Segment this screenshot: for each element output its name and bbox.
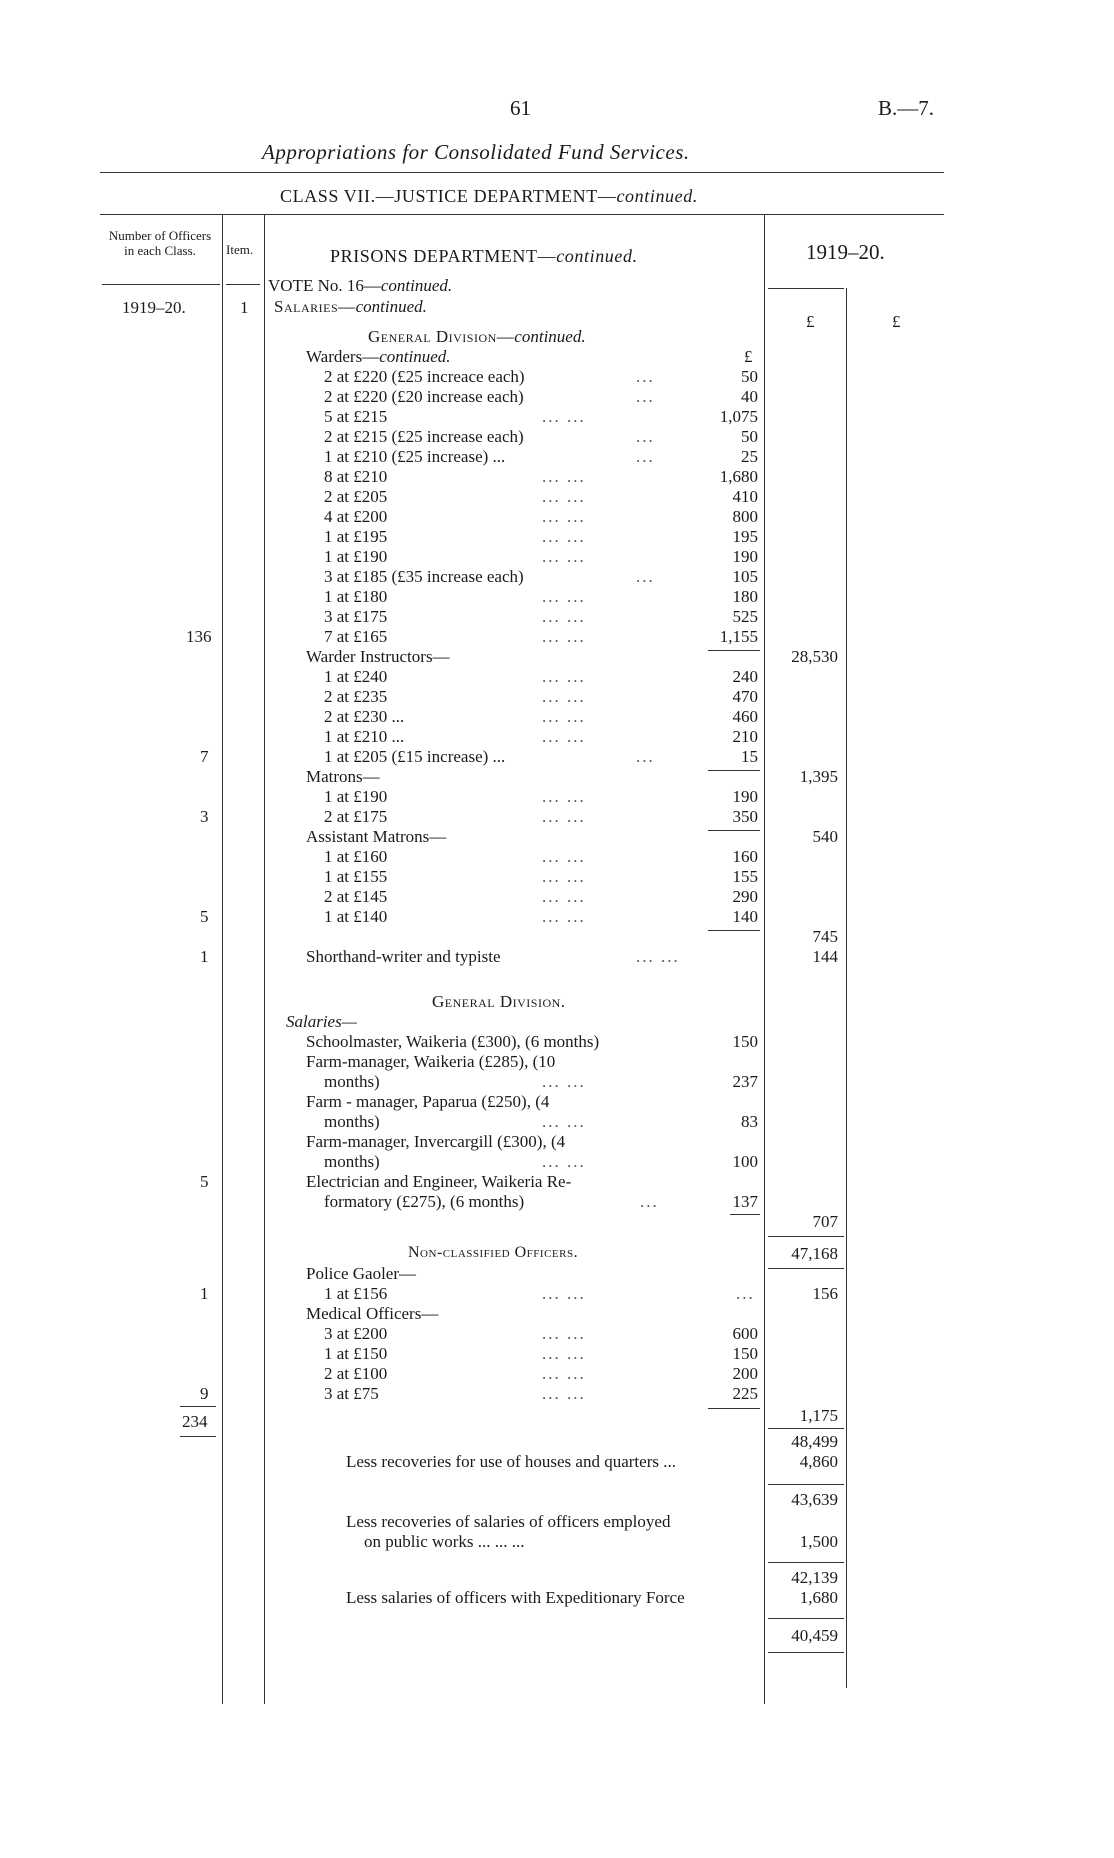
col-rule-subtotal <box>764 214 765 1704</box>
list-item-desc: 1 at £160 <box>324 847 388 866</box>
list-item-amount: 180 <box>732 587 758 606</box>
list-item-desc: 2 at £220 (£25 increace each) <box>324 367 525 386</box>
year-header-rule <box>768 288 844 289</box>
general-division-cont-heading-text: General Division— <box>368 327 515 346</box>
table-top-rule <box>100 214 944 215</box>
list-item-continuation <box>324 1152 758 1172</box>
list-item <box>324 527 758 547</box>
list-item <box>306 1132 758 1152</box>
list-item <box>324 667 758 687</box>
less-houses-amount: 4,860 <box>799 1452 838 1471</box>
list-item-leader: ... ... <box>542 1072 586 1091</box>
net-rule-bottom <box>768 1652 844 1653</box>
list-item <box>324 1344 758 1364</box>
matrons-rule <box>708 830 760 831</box>
less-houses-label: Less recoveries for use of houses and quarters ... <box>346 1452 676 1471</box>
list-item <box>324 867 758 887</box>
assistant-matrons-total: 745 <box>812 927 838 946</box>
list-item-continuation <box>324 1192 758 1212</box>
list-item-desc: 4 at £200 <box>324 507 388 526</box>
gross-rule <box>768 1428 844 1429</box>
list-item-desc: Farm - manager, Paparua (£250), (4 <box>306 1092 550 1111</box>
salaries-heading <box>274 297 427 317</box>
vote-heading <box>268 276 452 296</box>
list-item-amount: 25 <box>741 447 758 466</box>
list-item-desc: Farm-manager, Invercargill (£300), (4 <box>306 1132 566 1151</box>
list-item-amount: 150 <box>732 1344 758 1363</box>
matrons-total: 540 <box>812 827 838 846</box>
list-item-desc: 1 at £205 (£15 increase) ... <box>324 747 506 766</box>
list-item-leader: ... ... <box>542 627 586 646</box>
list-item-leader: ... ... <box>542 407 586 426</box>
officers-total-rule-top <box>180 1406 216 1407</box>
list-item <box>324 367 758 387</box>
list-item-desc: 1 at £190 <box>324 787 388 806</box>
list-item-leader: ... ... <box>542 727 586 746</box>
list-item <box>324 387 758 407</box>
list-item-leader: ... ... <box>542 1364 586 1383</box>
list-item-desc: 2 at £100 <box>324 1364 388 1383</box>
list-item <box>324 1324 758 1344</box>
officers-column-header: Number of Officers in each Class. <box>108 228 212 258</box>
police-gaoler-desc: 1 at £156 <box>324 1284 388 1303</box>
list-item-desc: 2 at £205 <box>324 487 388 506</box>
list-item-desc: 3 at £75 <box>324 1384 379 1403</box>
list-item-amount: 800 <box>732 507 758 526</box>
list-item-leader: ... ... <box>542 1112 586 1131</box>
running-total-rule-bottom <box>768 1268 844 1269</box>
sub1-rule <box>768 1484 844 1485</box>
medical-officers-label: Medical Officers— <box>306 1304 439 1323</box>
department-header-text: PRISONS DEPARTMENT— <box>330 246 557 266</box>
salaries-heading-text: Salaries— <box>274 297 356 316</box>
list-item-amount: 200 <box>732 1364 758 1383</box>
gross-total: 48,499 <box>791 1432 838 1451</box>
list-item-amount: 1,075 <box>719 407 758 426</box>
list-item-leader: ... ... <box>542 667 586 686</box>
list-item-leader: ... ... <box>542 527 586 546</box>
shorthand-label: Shorthand-writer and typiste <box>306 947 501 966</box>
list-item-leader: ... ... <box>542 467 586 486</box>
general-division-rule <box>730 1214 760 1215</box>
list-item-desc: 2 at £145 <box>324 887 388 906</box>
list-item-amount: 240 <box>732 667 758 686</box>
list-item-amount: 225 <box>732 1384 758 1403</box>
list-item <box>324 467 758 487</box>
list-item-leader: ... <box>640 1192 659 1211</box>
matrons-label: Matrons— <box>306 767 380 786</box>
list-item <box>324 807 758 827</box>
item-header-rule <box>226 284 260 285</box>
general-division-count: 5 <box>200 1172 209 1191</box>
shorthand-leader: ... ... <box>636 947 680 966</box>
list-item-desc: 8 at £210 <box>324 467 388 486</box>
police-gaoler-row <box>324 1284 758 1304</box>
officers-year: 1919–20. <box>122 298 186 317</box>
list-item-amount: 600 <box>732 1324 758 1343</box>
list-item-amount: 100 <box>732 1152 758 1171</box>
list-item-amount: 410 <box>732 487 758 506</box>
list-item <box>324 407 758 427</box>
general-division-heading: General Division. <box>432 992 566 1011</box>
police-gaoler-amount: 156 <box>812 1284 838 1303</box>
list-item-leader: ... ... <box>542 907 586 926</box>
list-item-desc: 1 at £240 <box>324 667 388 686</box>
instructors-rule <box>708 770 760 771</box>
list-item <box>306 1172 758 1192</box>
list-item <box>324 747 758 767</box>
list-item-desc: 1 at £210 (£25 increase) ... <box>324 447 506 466</box>
running-total: 47,168 <box>791 1244 838 1263</box>
list-item-desc: formatory (£275), (6 months) <box>324 1192 525 1211</box>
general-division-total: 707 <box>812 1212 838 1231</box>
list-item <box>324 607 758 627</box>
vote-heading-text: VOTE No. 16— <box>268 276 381 295</box>
instructors-label: Warder Instructors— <box>306 647 450 666</box>
col-rule-item <box>264 214 265 1704</box>
warders-count: 136 <box>186 627 212 646</box>
list-item-amount: 40 <box>741 387 758 406</box>
list-item-desc: months) <box>324 1112 380 1131</box>
list-item-leader: ... ... <box>542 867 586 886</box>
list-item <box>306 1052 758 1072</box>
list-item-desc: months) <box>324 1152 380 1171</box>
non-classified-heading: Non-classified Officers. <box>408 1244 579 1261</box>
list-item-leader: ... <box>636 747 655 766</box>
list-item-leader: ... ... <box>542 847 586 866</box>
class-heading-text: CLASS VII.—JUSTICE DEPARTMENT— <box>280 186 617 206</box>
list-item-desc: 2 at £230 ... <box>324 707 405 726</box>
list-item-desc: 2 at £235 <box>324 687 388 706</box>
list-item-desc: 1 at £180 <box>324 587 388 606</box>
list-item <box>306 1092 758 1112</box>
item-column-header: Item. <box>226 242 254 257</box>
assistant-matrons-rule <box>708 930 760 931</box>
list-item <box>306 1032 758 1052</box>
year-header: 1919–20. <box>806 240 885 264</box>
class-heading-cont: continued. <box>616 186 698 206</box>
list-item <box>324 707 758 727</box>
assistant-matrons-count: 5 <box>200 907 209 926</box>
instructors-total: 1,395 <box>799 767 838 786</box>
less-works-label-line1: Less recoveries of salaries of officers employed <box>346 1512 671 1531</box>
medical-officers-count: 9 <box>200 1384 209 1403</box>
officers-total-rule-bottom <box>180 1436 216 1437</box>
pound-symbol-total: £ <box>892 312 901 331</box>
list-item-leader: ... ... <box>542 807 586 826</box>
list-item-amount: 290 <box>732 887 758 906</box>
list-item <box>324 907 758 927</box>
list-item-amount: 50 <box>741 367 758 386</box>
pound-symbol-subtotal: £ <box>806 312 815 331</box>
list-item-desc: 2 at £215 (£25 increase each) <box>324 427 524 446</box>
list-item-amount: 350 <box>732 807 758 826</box>
less-works-amount: 1,500 <box>799 1532 838 1551</box>
list-item-desc: Schoolmaster, Waikeria (£300), (6 months) <box>306 1032 600 1051</box>
item-number: 1 <box>240 298 249 317</box>
shorthand-amount: 144 <box>812 947 838 966</box>
list-item-desc: 3 at £185 (£35 increase each) <box>324 567 524 586</box>
list-item-desc: 1 at £140 <box>324 907 388 926</box>
list-item-amount: 210 <box>732 727 758 746</box>
list-item-amount: 237 <box>732 1072 758 1091</box>
police-gaoler-label: Police Gaoler— <box>306 1264 416 1283</box>
list-item-desc: 1 at £155 <box>324 867 388 886</box>
list-item-amount: 525 <box>732 607 758 626</box>
list-item <box>324 687 758 707</box>
list-item <box>324 447 758 467</box>
list-item <box>324 587 758 607</box>
list-item-leader: ... <box>636 567 655 586</box>
list-item-desc: 7 at £165 <box>324 627 388 646</box>
list-item-amount: 155 <box>732 867 758 886</box>
warders-total: 28,530 <box>791 647 838 666</box>
list-item-leader: ... ... <box>542 1344 586 1363</box>
list-item <box>324 887 758 907</box>
list-item-leader: ... ... <box>542 607 586 626</box>
general-division-cont-heading <box>368 327 586 347</box>
less-force-amount: 1,680 <box>799 1588 838 1607</box>
list-item-desc: months) <box>324 1072 380 1091</box>
list-item-desc: 3 at £200 <box>324 1324 388 1343</box>
medical-officers-rule <box>708 1408 760 1409</box>
matrons-count: 3 <box>200 807 209 826</box>
list-item-amount: 15 <box>741 747 758 766</box>
list-item-leader: ... ... <box>542 687 586 706</box>
officers-header-rule <box>102 284 220 285</box>
list-item <box>324 787 758 807</box>
class-heading <box>280 186 698 207</box>
list-item-amount: 1,680 <box>719 467 758 486</box>
list-item-desc: 1 at £195 <box>324 527 388 546</box>
less-force-label: Less salaries of officers with Expeditionary Force <box>346 1588 685 1607</box>
list-item-leader: ... ... <box>542 587 586 606</box>
list-item-amount: 195 <box>732 527 758 546</box>
list-item-desc: Farm-manager, Waikeria (£285), (10 <box>306 1052 556 1071</box>
list-item-leader: ... ... <box>542 547 586 566</box>
list-item-desc: 2 at £220 (£20 increase each) <box>324 387 524 406</box>
shorthand-row <box>306 947 758 967</box>
list-item-amount: 150 <box>732 1032 758 1051</box>
list-item-leader: ... <box>636 447 655 466</box>
department-header <box>330 246 638 267</box>
police-gaoler-leader: ... ... <box>542 1284 586 1303</box>
list-item-leader: ... ... <box>542 487 586 506</box>
list-item-amount: 470 <box>732 687 758 706</box>
list-item <box>324 627 758 647</box>
col-rule-total <box>846 288 847 1688</box>
title-rule <box>100 172 944 173</box>
department-header-cont: continued. <box>556 246 638 266</box>
list-item-amount: 190 <box>732 547 758 566</box>
list-item-leader: ... ... <box>542 507 586 526</box>
col-rule-officers <box>222 214 223 1704</box>
police-gaoler-leader-end: ... <box>736 1284 755 1303</box>
page-title: Appropriations for Consolidated Fund Services. <box>262 140 690 164</box>
warders-label-text: Warders— <box>306 347 380 366</box>
list-item-desc: 5 at £215 <box>324 407 388 426</box>
list-item-desc: 1 at £150 <box>324 1344 388 1363</box>
medical-officers-total: 1,175 <box>799 1406 838 1425</box>
list-item-desc: 1 at £190 <box>324 547 388 566</box>
list-item-leader: ... ... <box>542 1152 586 1171</box>
list-item-continuation <box>324 1072 758 1092</box>
general-division-salaries: Salaries— <box>286 1012 357 1031</box>
running-total-rule-top <box>768 1236 844 1237</box>
list-item-leader: ... ... <box>542 1324 586 1343</box>
list-item-leader: ... <box>636 387 655 406</box>
list-item <box>324 727 758 747</box>
list-item-leader: ... ... <box>542 887 586 906</box>
warders-label-cont: continued. <box>379 347 451 366</box>
list-item-amount: 190 <box>732 787 758 806</box>
list-item-desc: 3 at £175 <box>324 607 388 626</box>
list-item-amount: 140 <box>732 907 758 926</box>
officers-total: 234 <box>182 1412 208 1431</box>
net-total: 40,459 <box>791 1626 838 1645</box>
list-item-amount: 160 <box>732 847 758 866</box>
list-item-amount: 137 <box>732 1192 758 1211</box>
list-item-amount: 460 <box>732 707 758 726</box>
list-item-amount: 83 <box>741 1112 758 1131</box>
page-number: 61 <box>510 96 531 120</box>
list-item-continuation <box>324 1112 758 1132</box>
list-item-desc: 2 at £175 <box>324 807 388 826</box>
document-reference: B.—7. <box>878 96 935 120</box>
police-gaoler-count: 1 <box>200 1284 209 1303</box>
list-item-amount: 1,155 <box>719 627 758 646</box>
list-item-leader: ... <box>636 367 655 386</box>
list-item <box>324 547 758 567</box>
assistant-matrons-label: Assistant Matrons— <box>306 827 447 846</box>
list-item <box>324 847 758 867</box>
salaries-heading-cont: continued. <box>355 297 427 316</box>
list-item-leader: ... ... <box>542 1384 586 1403</box>
instructors-count: 7 <box>200 747 209 766</box>
less-works-label-line2: on public works ... ... ... <box>364 1532 525 1551</box>
list-item-leader: ... <box>636 427 655 446</box>
list-item <box>324 507 758 527</box>
warders-label <box>306 347 451 367</box>
vote-heading-cont: continued. <box>380 276 453 295</box>
subtotal-2: 42,139 <box>791 1568 838 1587</box>
subtotal-1: 43,639 <box>791 1490 838 1509</box>
list-item-amount: 105 <box>732 567 758 586</box>
pound-symbol-items: £ <box>744 347 753 366</box>
net-rule-top <box>768 1618 844 1619</box>
sub2-rule <box>768 1562 844 1563</box>
list-item-leader: ... ... <box>542 787 586 806</box>
list-item-desc: Electrician and Engineer, Waikeria Re- <box>306 1172 572 1191</box>
list-item <box>324 1364 758 1384</box>
list-item-desc: 1 at £210 ... <box>324 727 405 746</box>
warders-rule <box>708 650 760 651</box>
list-item <box>324 567 758 587</box>
shorthand-count: 1 <box>200 947 209 966</box>
list-item-amount: 50 <box>741 427 758 446</box>
list-item-leader: ... ... <box>542 707 586 726</box>
general-division-cont-heading-cont: continued. <box>514 327 586 346</box>
list-item <box>324 1384 758 1404</box>
list-item <box>324 427 758 447</box>
list-item <box>324 487 758 507</box>
